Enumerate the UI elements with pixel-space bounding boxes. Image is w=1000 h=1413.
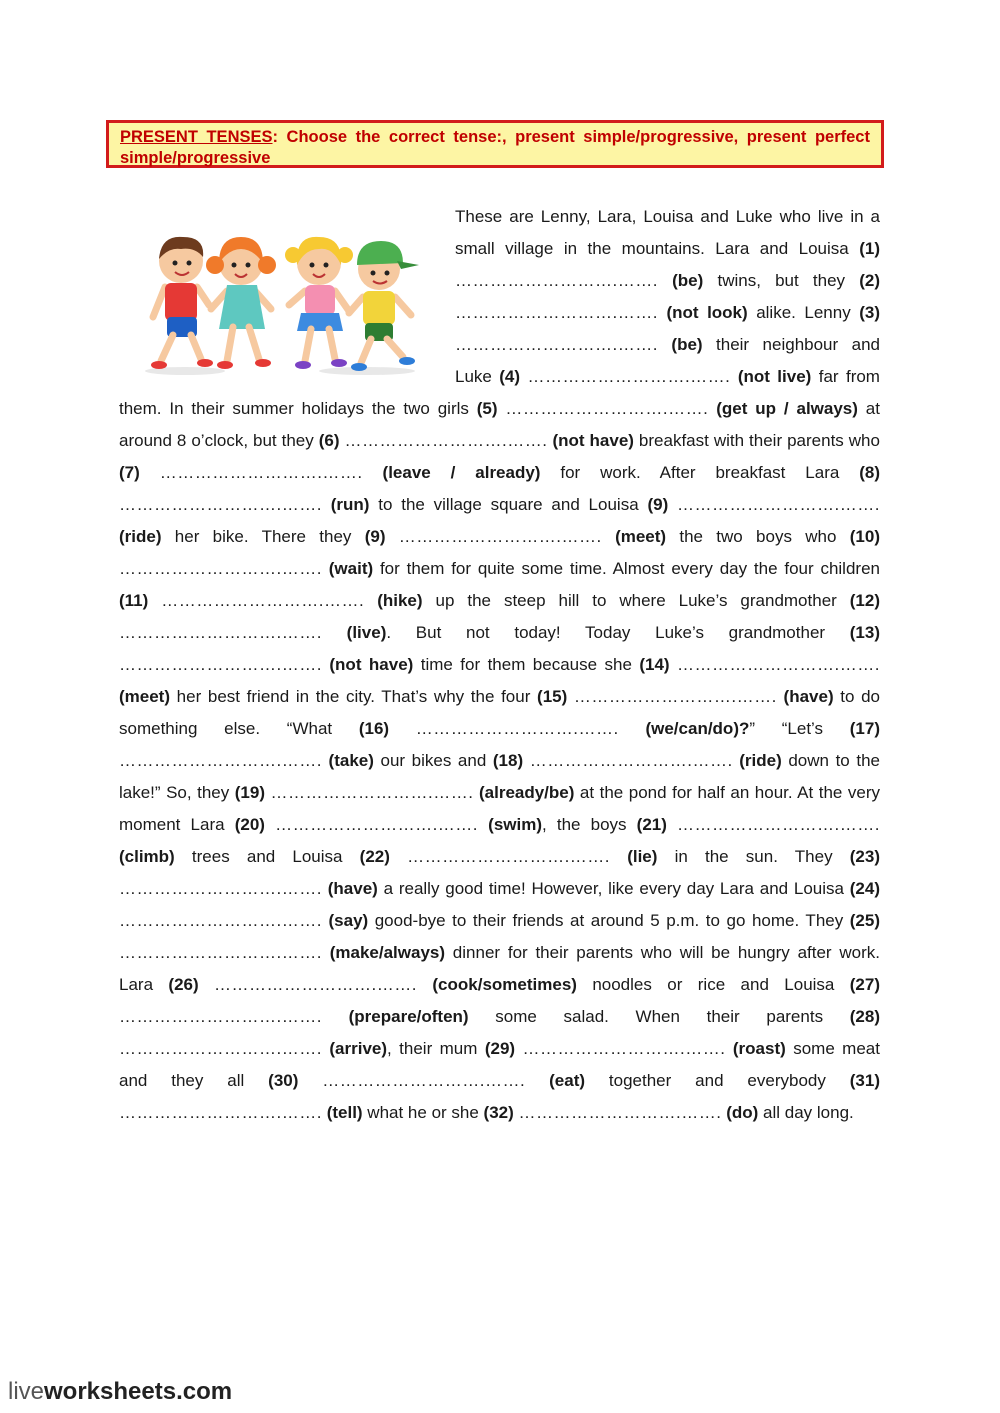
verb-prompt: (leave / already) [382, 463, 541, 482]
story-text-segment: at the pond for half an hour. At the very moment Lara [119, 783, 880, 834]
logo-part-worksheets: worksheets [44, 1378, 177, 1405]
story-text-segment: some salad. When their parents [468, 1007, 850, 1026]
gap-number: (6) [318, 431, 340, 450]
gap-number: (24) [849, 879, 880, 898]
answer-blank[interactable]: ……………………….……. [119, 1007, 322, 1026]
verb-prompt: (have) [327, 879, 378, 898]
verb-prompt: (make/always) [329, 943, 446, 962]
answer-blank[interactable]: ……………………….……. [119, 1039, 322, 1058]
verb-prompt: (prepare/often) [348, 1007, 469, 1026]
answer-blank[interactable]: ……………………….……. [677, 655, 880, 674]
gap-number: (14) [639, 655, 670, 674]
gap-number: (28) [849, 1007, 880, 1026]
answer-blank[interactable]: ……………………….……. [455, 303, 658, 322]
answer-blank[interactable]: ……………………….……. [398, 527, 602, 546]
answer-blank[interactable]: ……………………….……. [529, 751, 733, 770]
verb-prompt: (swim) [488, 815, 543, 834]
verb-prompt: (run) [330, 495, 370, 514]
answer-blank[interactable]: ……………………….……. [119, 943, 322, 962]
story-text-segment: together and everybody [585, 1071, 850, 1090]
answer-blank[interactable]: ……………………….……. [407, 847, 611, 866]
answer-blank[interactable]: ……………………….……. [119, 655, 322, 674]
gap-number: (20) [234, 815, 265, 834]
gap-number: (32) [483, 1103, 514, 1122]
header-colon: : [272, 128, 278, 146]
gap-number: (7) [119, 463, 140, 482]
verb-prompt: (roast) [732, 1039, 786, 1058]
answer-blank[interactable]: ……………………….……. [119, 623, 322, 642]
answer-blank[interactable]: ……………………….……. [161, 591, 365, 610]
story-text-segment: good-bye to their friends at around 5 p.m. to go home. They [368, 911, 850, 930]
answer-blank[interactable]: ……………………….……. [270, 783, 474, 802]
verb-prompt: (lie) [627, 847, 658, 866]
gap-number: (5) [476, 399, 498, 418]
gap-number: (15) [537, 687, 568, 706]
gap-number: (23) [849, 847, 880, 866]
verb-prompt: (ride) [119, 527, 162, 546]
answer-blank[interactable]: ……………………….……. [119, 495, 322, 514]
gap-number: (8) [859, 463, 880, 482]
story-text-segment: her best friend in the city. That’s why the four [170, 687, 538, 706]
story-text-segment: for work. After breakfast Lara [540, 463, 860, 482]
verb-prompt: (already/be) [478, 783, 575, 802]
verb-prompt: (have) [783, 687, 834, 706]
gap-number: (12) [849, 591, 880, 610]
answer-blank[interactable]: ……………………….……. [455, 271, 658, 290]
verb-prompt: (tell) [326, 1103, 363, 1122]
story-text-segment: their neighbour and Luke [455, 335, 880, 386]
verb-prompt: (be) [672, 271, 704, 290]
verb-prompt: (take) [328, 751, 374, 770]
logo-part-live: live [8, 1378, 45, 1405]
gap-number: (10) [849, 527, 880, 546]
answer-blank[interactable]: ……………………….……. [527, 367, 731, 386]
verb-prompt: (wait) [328, 559, 374, 578]
story-text-segment: down to the lake!” So, they [119, 751, 880, 802]
verb-prompt: (arrive) [329, 1039, 388, 1058]
gap-number: (21) [636, 815, 667, 834]
answer-blank[interactable]: ……………………….……. [159, 463, 363, 482]
gap-number: (16) [358, 719, 390, 738]
gap-number: (9) [647, 495, 669, 514]
story-text-segment: ” “Let’s [749, 719, 850, 738]
story-text-segment: , their mum [387, 1039, 485, 1058]
verb-prompt: (not have) [552, 431, 634, 450]
gap-number: (26) [168, 975, 199, 994]
answer-blank[interactable]: ……………………….……. [518, 1103, 722, 1122]
verb-prompt: (do) [726, 1103, 759, 1122]
logo-part-suffix: .com [176, 1378, 233, 1405]
verb-prompt: (climb) [119, 847, 175, 866]
gap-number: (29) [484, 1039, 516, 1058]
story-text-segment: some meat and they all [119, 1039, 880, 1090]
answer-blank[interactable]: ……………………….……. [677, 495, 880, 514]
verb-prompt: (meet) [119, 687, 171, 706]
story-text-segment: trees and Louisa [174, 847, 360, 866]
story-text-segment: noodles or rice and Louisa [576, 975, 850, 994]
gap-number: (3) [859, 303, 880, 322]
story-text-segment: the two boys who [666, 527, 850, 546]
answer-blank[interactable]: ……………………….……. [119, 879, 322, 898]
story-text-segment: all day long. [758, 1103, 854, 1122]
verb-prompt: (cook/sometimes) [432, 975, 577, 994]
header-instruction: Choose the correct tense:, present simple/progressive, present perfect simple/progressive [120, 128, 870, 167]
story-text-segment: our bikes and [373, 751, 493, 770]
verb-prompt: (not have) [329, 655, 414, 674]
gap-number: (4) [499, 367, 521, 386]
story-text-segment: at around 8 o’clock, but they [119, 399, 880, 450]
verb-prompt: (be) [671, 335, 703, 354]
story-text-segment: far from them. In their summer holidays the two girls [119, 367, 880, 418]
gap-number: (2) [859, 271, 880, 290]
verb-prompt: (not look) [666, 303, 748, 322]
gap-number: (22) [359, 847, 390, 866]
answer-blank[interactable]: ……………………….……. [455, 335, 658, 354]
story-text-segment: her bike. There they [161, 527, 365, 546]
gap-number: (9) [364, 527, 386, 546]
instruction-header [106, 120, 884, 168]
story-text-segment: alike. Lenny [747, 303, 860, 322]
gap-number: (25) [849, 911, 880, 930]
story-text-segment: , the boys [542, 815, 637, 834]
answer-blank[interactable]: ……………………….……. [322, 1071, 526, 1090]
answer-blank[interactable]: ……………………….……. [119, 751, 322, 770]
answer-blank[interactable]: ……………………….……. [214, 975, 417, 994]
story-text-segment: what he or she [362, 1103, 484, 1122]
gap-number: (19) [234, 783, 265, 802]
answer-blank[interactable]: ……………………….……. [505, 399, 709, 418]
verb-prompt: (ride) [739, 751, 782, 770]
verb-prompt: (hike) [377, 591, 423, 610]
answer-blank[interactable]: ……………………….……. [415, 719, 619, 738]
story-text-segment: dinner for their parents who will be hungry after work. Lara [119, 943, 880, 994]
story-text-segment: in the sun. They [657, 847, 850, 866]
story-text-segment: twins, but they [703, 271, 860, 290]
verb-prompt: (get up / always) [716, 399, 858, 418]
story-text [119, 201, 880, 1129]
answer-blank[interactable]: ……………………….……. [573, 687, 777, 706]
answer-blank[interactable]: ……………………….……. [119, 1103, 322, 1122]
story-text-segment: breakfast with their parents who [633, 431, 880, 450]
illustration-spacer [119, 201, 455, 391]
gap-number: (30) [268, 1071, 299, 1090]
gap-number: (17) [849, 719, 880, 738]
answer-blank[interactable]: ……………………….……. [119, 559, 322, 578]
answer-blank[interactable]: ……………………….……. [275, 815, 479, 834]
answer-blank[interactable]: ……………………….……. [119, 911, 322, 930]
verb-prompt: (not live) [737, 367, 812, 386]
story-text-segment: a really good time! However, like every day Lara and Louisa [377, 879, 850, 898]
story-text-segment: for them for quite some time. Almost every day the four children [373, 559, 880, 578]
verb-prompt: (live) [346, 623, 387, 642]
gap-number: (27) [849, 975, 880, 994]
story-text-segment: time for them because she [413, 655, 640, 674]
gap-number: (31) [849, 1071, 880, 1090]
header-label: PRESENT TENSES [120, 128, 273, 146]
liveworksheets-logo [8, 1378, 232, 1406]
story-text-segment: to do something else. “What [119, 687, 880, 738]
gap-number: (18) [492, 751, 524, 770]
gap-number: (13) [849, 623, 880, 642]
gap-number: (11) [119, 591, 149, 610]
story-text-segment: up the steep hill to where Luke’s grandmother [422, 591, 850, 610]
answer-blank[interactable]: ……………………….……. [522, 1039, 726, 1058]
gap-number: (1) [859, 239, 880, 258]
verb-prompt: (eat) [549, 1071, 586, 1090]
verb-prompt: (meet) [615, 527, 667, 546]
verb-prompt: (say) [328, 911, 369, 930]
story-text-segment: to the village square and Louisa [369, 495, 648, 514]
answer-blank[interactable]: ……………………….……. [677, 815, 880, 834]
story-text-segment: . But not today! Today Luke’s grandmother [386, 623, 850, 642]
story-text-segment: These are Lenny, Lara, Louisa and Luke who live in a small village in the mountains. Lara and Louisa [455, 207, 880, 258]
verb-prompt: (we/can/do)? [645, 719, 750, 738]
answer-blank[interactable]: ……………………….……. [344, 431, 548, 450]
